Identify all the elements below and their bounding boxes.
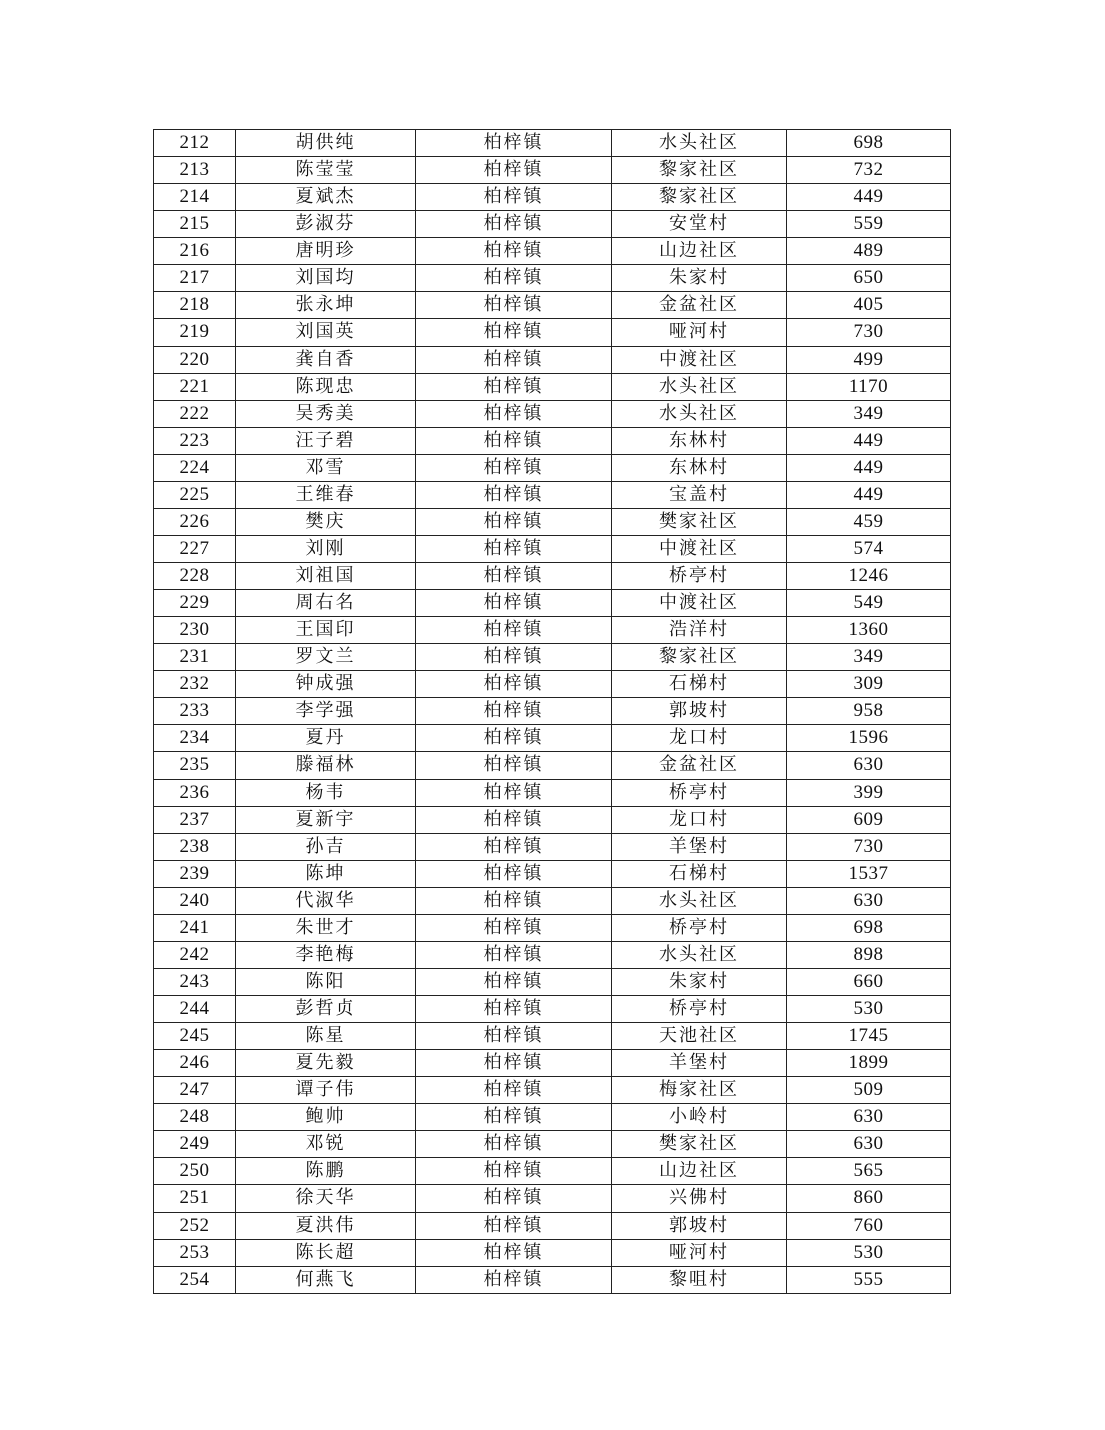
row-number-cell: 232	[154, 671, 236, 698]
table-row	[154, 671, 951, 698]
village-cell: 郭坡村	[612, 698, 787, 725]
name-cell: 周右名	[236, 590, 416, 617]
town-cell: 柏梓镇	[416, 292, 612, 319]
amount-cell: 449	[787, 427, 951, 454]
table-row	[154, 1050, 951, 1077]
town-cell: 柏梓镇	[416, 887, 612, 914]
name-cell: 徐天华	[236, 1185, 416, 1212]
town-cell: 柏梓镇	[416, 644, 612, 671]
table-row	[154, 617, 951, 644]
town-cell: 柏梓镇	[416, 698, 612, 725]
data-table	[153, 129, 951, 1294]
village-cell: 羊堡村	[612, 833, 787, 860]
amount-cell: 1899	[787, 1050, 951, 1077]
name-cell: 夏先毅	[236, 1050, 416, 1077]
name-cell: 邓雪	[236, 454, 416, 481]
name-cell: 彭淑芬	[236, 211, 416, 238]
row-number-cell: 216	[154, 238, 236, 265]
name-cell: 吴秀美	[236, 400, 416, 427]
town-cell: 柏梓镇	[416, 1266, 612, 1293]
name-cell: 刘国英	[236, 319, 416, 346]
amount-cell: 730	[787, 833, 951, 860]
town-cell: 柏梓镇	[416, 725, 612, 752]
town-cell: 柏梓镇	[416, 481, 612, 508]
name-cell: 刘祖国	[236, 563, 416, 590]
town-cell: 柏梓镇	[416, 1023, 612, 1050]
village-cell: 中渡社区	[612, 590, 787, 617]
row-number-cell: 215	[154, 211, 236, 238]
row-number-cell: 242	[154, 941, 236, 968]
name-cell: 夏丹	[236, 725, 416, 752]
amount-cell: 1745	[787, 1023, 951, 1050]
village-cell: 水头社区	[612, 373, 787, 400]
name-cell: 唐明珍	[236, 238, 416, 265]
amount-cell: 1537	[787, 860, 951, 887]
amount-cell: 1246	[787, 563, 951, 590]
village-cell: 桥亭村	[612, 914, 787, 941]
village-cell: 桥亭村	[612, 779, 787, 806]
row-number-cell: 245	[154, 1023, 236, 1050]
name-cell: 李艳梅	[236, 941, 416, 968]
name-cell: 谭子伟	[236, 1077, 416, 1104]
amount-cell: 574	[787, 535, 951, 562]
village-cell: 东林村	[612, 427, 787, 454]
row-number-cell: 251	[154, 1185, 236, 1212]
row-number-cell: 239	[154, 860, 236, 887]
table-row	[154, 1131, 951, 1158]
table-row	[154, 752, 951, 779]
row-number-cell: 213	[154, 157, 236, 184]
row-number-cell: 225	[154, 481, 236, 508]
village-cell: 水头社区	[612, 130, 787, 157]
name-cell: 夏新宇	[236, 806, 416, 833]
row-number-cell: 212	[154, 130, 236, 157]
name-cell: 刘国均	[236, 265, 416, 292]
table-row	[154, 454, 951, 481]
table-row	[154, 941, 951, 968]
table-row	[154, 292, 951, 319]
town-cell: 柏梓镇	[416, 157, 612, 184]
name-cell: 代淑华	[236, 887, 416, 914]
village-cell: 石梯村	[612, 671, 787, 698]
town-cell: 柏梓镇	[416, 563, 612, 590]
row-number-cell: 253	[154, 1239, 236, 1266]
table-row	[154, 238, 951, 265]
amount-cell: 630	[787, 1104, 951, 1131]
town-cell: 柏梓镇	[416, 508, 612, 535]
village-cell: 中渡社区	[612, 535, 787, 562]
town-cell: 柏梓镇	[416, 1077, 612, 1104]
row-number-cell: 243	[154, 968, 236, 995]
table-row	[154, 914, 951, 941]
amount-cell: 549	[787, 590, 951, 617]
town-cell: 柏梓镇	[416, 833, 612, 860]
village-cell: 中渡社区	[612, 346, 787, 373]
town-cell: 柏梓镇	[416, 860, 612, 887]
row-number-cell: 249	[154, 1131, 236, 1158]
row-number-cell: 223	[154, 427, 236, 454]
amount-cell: 449	[787, 184, 951, 211]
table-row	[154, 130, 951, 157]
name-cell: 滕福林	[236, 752, 416, 779]
table-row	[154, 184, 951, 211]
table-row	[154, 535, 951, 562]
village-cell: 金盆社区	[612, 752, 787, 779]
village-cell: 水头社区	[612, 400, 787, 427]
village-cell: 山边社区	[612, 1158, 787, 1185]
row-number-cell: 238	[154, 833, 236, 860]
row-number-cell: 226	[154, 508, 236, 535]
town-cell: 柏梓镇	[416, 752, 612, 779]
village-cell: 龙口村	[612, 725, 787, 752]
town-cell: 柏梓镇	[416, 238, 612, 265]
name-cell: 陈坤	[236, 860, 416, 887]
village-cell: 东林村	[612, 454, 787, 481]
table-row	[154, 968, 951, 995]
village-cell: 朱家村	[612, 968, 787, 995]
amount-cell: 565	[787, 1158, 951, 1185]
amount-cell: 860	[787, 1185, 951, 1212]
table-row	[154, 887, 951, 914]
name-cell: 邓锐	[236, 1131, 416, 1158]
amount-cell: 489	[787, 238, 951, 265]
town-cell: 柏梓镇	[416, 346, 612, 373]
row-number-cell: 227	[154, 535, 236, 562]
row-number-cell: 221	[154, 373, 236, 400]
row-number-cell: 218	[154, 292, 236, 319]
town-cell: 柏梓镇	[416, 590, 612, 617]
village-cell: 水头社区	[612, 887, 787, 914]
row-number-cell: 234	[154, 725, 236, 752]
name-cell: 龚自香	[236, 346, 416, 373]
row-number-cell: 217	[154, 265, 236, 292]
row-number-cell: 244	[154, 996, 236, 1023]
amount-cell: 730	[787, 319, 951, 346]
town-cell: 柏梓镇	[416, 400, 612, 427]
village-cell: 兴佛村	[612, 1185, 787, 1212]
row-number-cell: 220	[154, 346, 236, 373]
town-cell: 柏梓镇	[416, 211, 612, 238]
name-cell: 夏洪伟	[236, 1212, 416, 1239]
table-row	[154, 346, 951, 373]
table-row	[154, 779, 951, 806]
table-row	[154, 481, 951, 508]
town-cell: 柏梓镇	[416, 184, 612, 211]
name-cell: 杨韦	[236, 779, 416, 806]
name-cell: 李学强	[236, 698, 416, 725]
table-row	[154, 1023, 951, 1050]
name-cell: 陈鹏	[236, 1158, 416, 1185]
village-cell: 桥亭村	[612, 563, 787, 590]
name-cell: 陈莹莹	[236, 157, 416, 184]
table-row	[154, 508, 951, 535]
amount-cell: 530	[787, 1239, 951, 1266]
amount-cell: 1360	[787, 617, 951, 644]
town-cell: 柏梓镇	[416, 968, 612, 995]
town-cell: 柏梓镇	[416, 265, 612, 292]
document-table-container	[153, 129, 950, 1294]
row-number-cell: 252	[154, 1212, 236, 1239]
town-cell: 柏梓镇	[416, 1239, 612, 1266]
table-row	[154, 725, 951, 752]
amount-cell: 449	[787, 454, 951, 481]
village-cell: 水头社区	[612, 941, 787, 968]
amount-cell: 898	[787, 941, 951, 968]
village-cell: 小岭村	[612, 1104, 787, 1131]
row-number-cell: 230	[154, 617, 236, 644]
village-cell: 梅家社区	[612, 1077, 787, 1104]
town-cell: 柏梓镇	[416, 454, 612, 481]
town-cell: 柏梓镇	[416, 914, 612, 941]
village-cell: 郭坡村	[612, 1212, 787, 1239]
amount-cell: 459	[787, 508, 951, 535]
row-number-cell: 233	[154, 698, 236, 725]
amount-cell: 559	[787, 211, 951, 238]
village-cell: 羊堡村	[612, 1050, 787, 1077]
table-body	[154, 130, 951, 1294]
town-cell: 柏梓镇	[416, 1104, 612, 1131]
amount-cell: 650	[787, 265, 951, 292]
town-cell: 柏梓镇	[416, 806, 612, 833]
amount-cell: 1170	[787, 373, 951, 400]
amount-cell: 660	[787, 968, 951, 995]
table-row	[154, 1239, 951, 1266]
amount-cell: 732	[787, 157, 951, 184]
table-row	[154, 996, 951, 1023]
amount-cell: 309	[787, 671, 951, 698]
table-row	[154, 644, 951, 671]
name-cell: 汪子碧	[236, 427, 416, 454]
row-number-cell: 240	[154, 887, 236, 914]
village-cell: 浩洋村	[612, 617, 787, 644]
row-number-cell: 214	[154, 184, 236, 211]
town-cell: 柏梓镇	[416, 996, 612, 1023]
village-cell: 黎家社区	[612, 184, 787, 211]
village-cell: 宝盖村	[612, 481, 787, 508]
row-number-cell: 222	[154, 400, 236, 427]
name-cell: 钟成强	[236, 671, 416, 698]
amount-cell: 349	[787, 644, 951, 671]
village-cell: 山边社区	[612, 238, 787, 265]
village-cell: 哑河村	[612, 1239, 787, 1266]
table-row	[154, 211, 951, 238]
name-cell: 朱世才	[236, 914, 416, 941]
row-number-cell: 236	[154, 779, 236, 806]
amount-cell: 698	[787, 914, 951, 941]
amount-cell: 609	[787, 806, 951, 833]
amount-cell: 449	[787, 481, 951, 508]
table-row	[154, 1185, 951, 1212]
amount-cell: 555	[787, 1266, 951, 1293]
name-cell: 陈长超	[236, 1239, 416, 1266]
name-cell: 陈星	[236, 1023, 416, 1050]
name-cell: 樊庆	[236, 508, 416, 535]
amount-cell: 630	[787, 752, 951, 779]
village-cell: 石梯村	[612, 860, 787, 887]
town-cell: 柏梓镇	[416, 671, 612, 698]
village-cell: 樊家社区	[612, 508, 787, 535]
row-number-cell: 224	[154, 454, 236, 481]
name-cell: 刘刚	[236, 535, 416, 562]
town-cell: 柏梓镇	[416, 319, 612, 346]
town-cell: 柏梓镇	[416, 427, 612, 454]
village-cell: 黎咀村	[612, 1266, 787, 1293]
town-cell: 柏梓镇	[416, 1158, 612, 1185]
town-cell: 柏梓镇	[416, 1212, 612, 1239]
name-cell: 何燕飞	[236, 1266, 416, 1293]
village-cell: 哑河村	[612, 319, 787, 346]
village-cell: 安堂村	[612, 211, 787, 238]
table-row	[154, 1104, 951, 1131]
amount-cell: 530	[787, 996, 951, 1023]
table-row	[154, 1158, 951, 1185]
table-row	[154, 427, 951, 454]
row-number-cell: 247	[154, 1077, 236, 1104]
name-cell: 彭哲贞	[236, 996, 416, 1023]
name-cell: 罗文兰	[236, 644, 416, 671]
table-row	[154, 860, 951, 887]
row-number-cell: 241	[154, 914, 236, 941]
village-cell: 桥亭村	[612, 996, 787, 1023]
amount-cell: 349	[787, 400, 951, 427]
amount-cell: 1596	[787, 725, 951, 752]
row-number-cell: 250	[154, 1158, 236, 1185]
amount-cell: 509	[787, 1077, 951, 1104]
row-number-cell: 246	[154, 1050, 236, 1077]
town-cell: 柏梓镇	[416, 1131, 612, 1158]
table-row	[154, 590, 951, 617]
amount-cell: 630	[787, 1131, 951, 1158]
town-cell: 柏梓镇	[416, 941, 612, 968]
row-number-cell: 237	[154, 806, 236, 833]
name-cell: 王国印	[236, 617, 416, 644]
table-row	[154, 806, 951, 833]
table-row	[154, 563, 951, 590]
row-number-cell: 254	[154, 1266, 236, 1293]
amount-cell: 399	[787, 779, 951, 806]
name-cell: 陈阳	[236, 968, 416, 995]
name-cell: 夏斌杰	[236, 184, 416, 211]
amount-cell: 958	[787, 698, 951, 725]
village-cell: 黎家社区	[612, 644, 787, 671]
table-row	[154, 319, 951, 346]
town-cell: 柏梓镇	[416, 617, 612, 644]
village-cell: 金盆社区	[612, 292, 787, 319]
table-row	[154, 400, 951, 427]
amount-cell: 630	[787, 887, 951, 914]
name-cell: 王维春	[236, 481, 416, 508]
town-cell: 柏梓镇	[416, 1050, 612, 1077]
town-cell: 柏梓镇	[416, 779, 612, 806]
row-number-cell: 229	[154, 590, 236, 617]
village-cell: 天池社区	[612, 1023, 787, 1050]
amount-cell: 698	[787, 130, 951, 157]
village-cell: 樊家社区	[612, 1131, 787, 1158]
table-row	[154, 373, 951, 400]
table-row	[154, 1077, 951, 1104]
table-row	[154, 1266, 951, 1293]
row-number-cell: 228	[154, 563, 236, 590]
amount-cell: 405	[787, 292, 951, 319]
name-cell: 胡供纯	[236, 130, 416, 157]
row-number-cell: 231	[154, 644, 236, 671]
town-cell: 柏梓镇	[416, 130, 612, 157]
table-row	[154, 833, 951, 860]
village-cell: 朱家村	[612, 265, 787, 292]
town-cell: 柏梓镇	[416, 373, 612, 400]
amount-cell: 499	[787, 346, 951, 373]
table-row	[154, 1212, 951, 1239]
table-row	[154, 265, 951, 292]
row-number-cell: 219	[154, 319, 236, 346]
row-number-cell: 235	[154, 752, 236, 779]
table-row	[154, 157, 951, 184]
village-cell: 龙口村	[612, 806, 787, 833]
name-cell: 陈现忠	[236, 373, 416, 400]
name-cell: 张永坤	[236, 292, 416, 319]
amount-cell: 760	[787, 1212, 951, 1239]
name-cell: 鲍帅	[236, 1104, 416, 1131]
town-cell: 柏梓镇	[416, 1185, 612, 1212]
town-cell: 柏梓镇	[416, 535, 612, 562]
row-number-cell: 248	[154, 1104, 236, 1131]
name-cell: 孙吉	[236, 833, 416, 860]
village-cell: 黎家社区	[612, 157, 787, 184]
table-row	[154, 698, 951, 725]
